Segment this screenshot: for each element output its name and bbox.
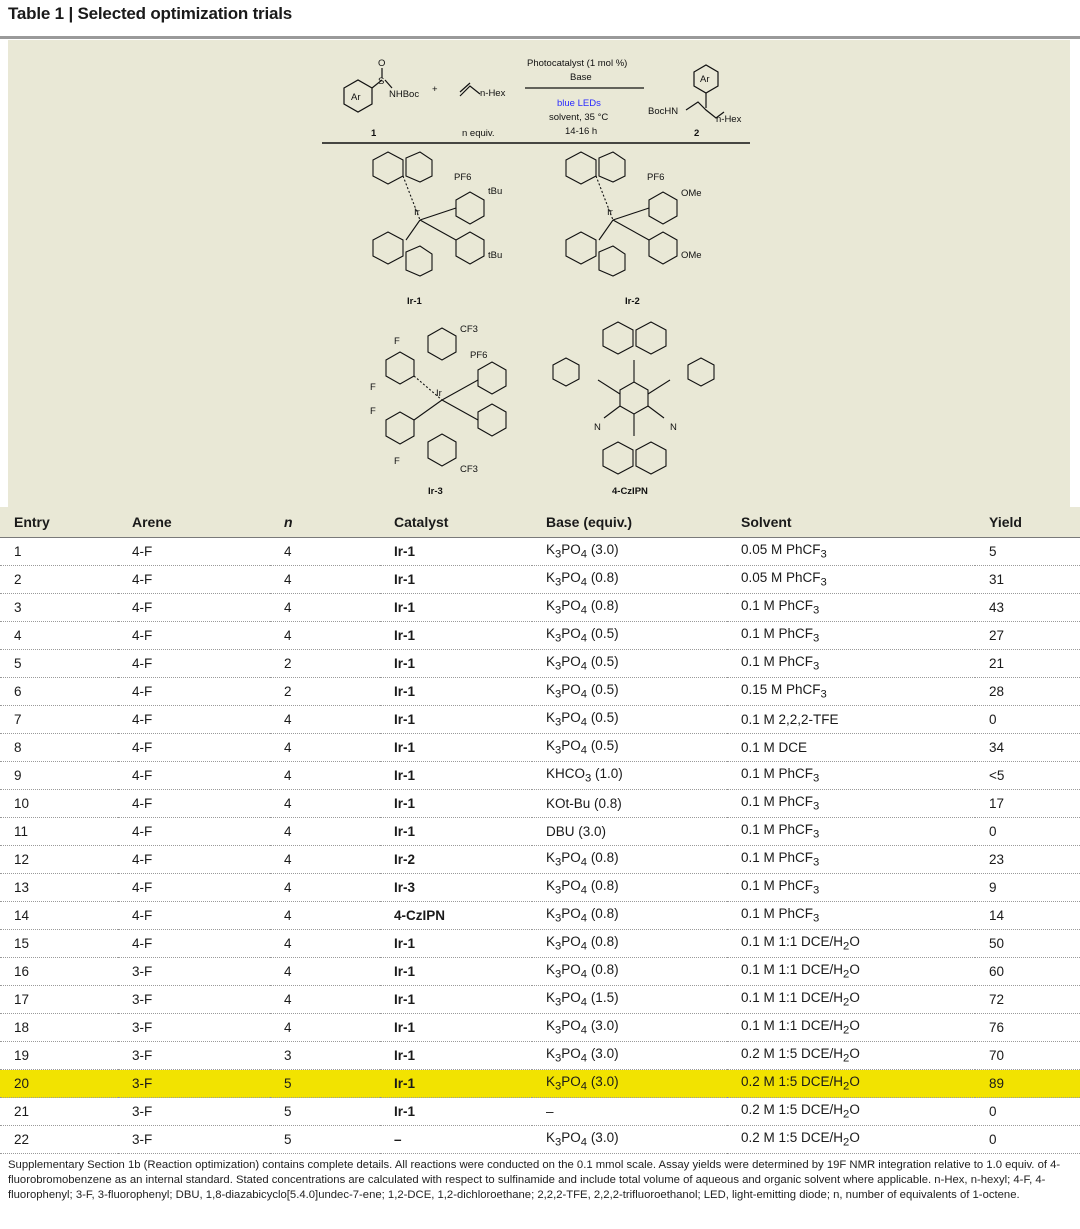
table-row	[0, 902, 1080, 930]
product-nhex-label: n-Hex	[716, 114, 742, 125]
cell-n: 4	[270, 538, 380, 566]
cell-yield: 72	[975, 986, 1080, 1014]
scheme-drawing	[8, 40, 1070, 507]
cell-solvent: 0.2 M 1:5 DCE/$H_2O$	[727, 1098, 975, 1126]
cell-arene: 4-F	[118, 650, 270, 678]
cell-entry: 7	[0, 706, 118, 734]
cell-base: $K_3PO_4$ (0.5)	[532, 678, 727, 706]
cell-arene: 4-F	[118, 790, 270, 818]
bochn-label: BocHN	[648, 106, 679, 117]
header-yield: Yield	[975, 507, 1080, 538]
catalyst-label-4czipn: 4-CzIPN	[612, 486, 648, 497]
cell-yield: 43	[975, 594, 1080, 622]
cell-entry: 16	[0, 958, 118, 986]
cell-solvent: 0.1 M PhCF$_3$	[727, 902, 975, 930]
cell-cat: Ir-1	[380, 930, 532, 958]
cell-cat: Ir-1	[380, 706, 532, 734]
cell-entry: 17	[0, 986, 118, 1014]
cell-base: KOt-Bu (0.8)	[532, 790, 727, 818]
cell-n: 4	[270, 986, 380, 1014]
cell-arene: 4-F	[118, 678, 270, 706]
czipn-cn-right-label: N	[670, 422, 677, 433]
cell-yield: 23	[975, 846, 1080, 874]
cell-solvent: 0.1 M PhCF$_3$	[727, 846, 975, 874]
table-header-row	[0, 507, 1080, 538]
cell-arene: 3-F	[118, 1070, 270, 1098]
cell-cat: Ir-1	[380, 1070, 532, 1098]
cell-n: 3	[270, 1042, 380, 1070]
substrate-number: 1	[371, 128, 377, 139]
table-row	[0, 566, 1080, 594]
ir3-f-2-label: F	[370, 382, 376, 393]
cell-entry: 5	[0, 650, 118, 678]
cell-arene: 4-F	[118, 706, 270, 734]
ir2-ome-bottom-label: OMe	[681, 250, 702, 261]
ir3-metal-label: Ir	[436, 388, 442, 399]
cell-yield: 0	[975, 1098, 1080, 1126]
header-arene: Arene	[118, 507, 270, 538]
cell-entry: 4	[0, 622, 118, 650]
cell-entry: 8	[0, 734, 118, 762]
table-row	[0, 846, 1080, 874]
cell-solvent: 0.1 M PhCF$_3$	[727, 650, 975, 678]
cell-cat: Ir-1	[380, 1042, 532, 1070]
cell-yield: 0	[975, 1126, 1080, 1154]
cell-solvent: 0.2 M 1:5 DCE/$H_2O$	[727, 1042, 975, 1070]
alkene-equiv-label: n equiv.	[462, 128, 495, 139]
table-title: Table 1 | Selected optimization trials	[8, 4, 293, 23]
cell-entry: 13	[0, 874, 118, 902]
cell-n: 4	[270, 566, 380, 594]
cell-entry: 14	[0, 902, 118, 930]
cell-entry: 9	[0, 762, 118, 790]
cell-cat: Ir-1	[380, 818, 532, 846]
cell-solvent: 0.05 M PhCF$_3$	[727, 538, 975, 566]
table-row	[0, 986, 1080, 1014]
cell-arene: 4-F	[118, 622, 270, 650]
cell-yield: 27	[975, 622, 1080, 650]
cell-yield: 89	[975, 1070, 1080, 1098]
cell-cat: Ir-1	[380, 594, 532, 622]
table-footnote: Supplementary Section 1b (Reaction optimization) contains complete details. All reactions were conducted on the 0.1 mmol scale. Assay yields were determined by 19F NMR integration relative to 1.0 equiv. of 4-fluorobromobenzene as an internal standard. Stated concentrations are calculated with respect to sulfinamide and include total volume of aqueous and organic solvent where applicable. n-Hex, n-hexyl; 4-F, 4-fluorophenyl; 3-F, 3-fluorophenyl; DBU, 1,8-diazabicyclo[5.4.0]undec-7-ene; 1,2-DCE, 1,2-dichloroethane; 2,2,2-TFE, 2,2,2-trifluoroethanol; LED, light-emitting diode; n, number of equivalents of 1-octene.	[8, 1159, 1061, 1202]
table-row	[0, 594, 1080, 622]
cell-base: $K_3PO_4$ (0.8)	[532, 902, 727, 930]
cell-n: 5	[270, 1098, 380, 1126]
cell-yield: 50	[975, 930, 1080, 958]
table-row	[0, 958, 1080, 986]
header-entry: Entry	[0, 507, 118, 538]
header-solvent: Solvent	[727, 507, 975, 538]
cell-cat: Ir-2	[380, 846, 532, 874]
cell-base: –	[532, 1098, 727, 1126]
cell-solvent: 0.1 M 1:1 DCE/$H_2O$	[727, 930, 975, 958]
cell-base: $K_3PO_4$ (0.8)	[532, 566, 727, 594]
reaction-scheme	[8, 40, 1070, 507]
cell-solvent: 0.2 M 1:5 DCE/$H_2O$	[727, 1070, 975, 1098]
cell-yield: 0	[975, 706, 1080, 734]
sulfur-label: S	[378, 76, 385, 87]
cell-cat: 4-CzIPN	[380, 902, 532, 930]
header-base: Base (equiv.)	[532, 507, 727, 538]
cell-arene: 4-F	[118, 818, 270, 846]
ir3-f-1-label: F	[394, 336, 400, 347]
cell-n: 4	[270, 902, 380, 930]
cell-entry: 22	[0, 1126, 118, 1154]
cell-yield: 14	[975, 902, 1080, 930]
table-row	[0, 734, 1080, 762]
cell-base: $K_3PO_4$ (3.0)	[532, 1014, 727, 1042]
cell-n: 4	[270, 818, 380, 846]
table-row	[0, 1126, 1080, 1154]
cell-base: $K_3PO_4$ (3.0)	[532, 538, 727, 566]
ir1-metal-label: Ir	[414, 207, 420, 218]
oxygen-label: O	[378, 58, 386, 69]
cell-solvent: 0.15 M PhCF$_3$	[727, 678, 975, 706]
cell-arene: 4-F	[118, 734, 270, 762]
cell-entry: 18	[0, 1014, 118, 1042]
table-row	[0, 706, 1080, 734]
cell-solvent: 0.1 M PhCF$_3$	[727, 622, 975, 650]
header-n: n	[270, 507, 380, 538]
cell-arene: 3-F	[118, 1014, 270, 1042]
cell-yield: 76	[975, 1014, 1080, 1042]
ir1-tbu-top-label: tBu	[488, 186, 503, 197]
cell-solvent: 0.05 M PhCF$_3$	[727, 566, 975, 594]
cell-entry: 11	[0, 818, 118, 846]
cell-cat: Ir-1	[380, 762, 532, 790]
title-rule	[0, 36, 1080, 39]
cell-cat: Ir-1	[380, 790, 532, 818]
cell-yield: 0	[975, 818, 1080, 846]
table-row	[0, 678, 1080, 706]
cell-entry: 2	[0, 566, 118, 594]
table-row	[0, 818, 1080, 846]
ir3-pf6-label: PF6	[470, 350, 488, 361]
ir2-metal-label: Ir	[607, 207, 613, 218]
cell-cat: Ir-1	[380, 1098, 532, 1126]
table-row	[0, 790, 1080, 818]
cell-solvent: 0.1 M DCE	[727, 734, 975, 762]
cell-cat: Ir-1	[380, 734, 532, 762]
cell-yield: 9	[975, 874, 1080, 902]
cell-arene: 3-F	[118, 958, 270, 986]
cell-solvent: 0.1 M 1:1 DCE/$H_2O$	[727, 958, 975, 986]
catalyst-structures	[373, 152, 714, 474]
cell-arene: 4-F	[118, 930, 270, 958]
cell-arene: 3-F	[118, 1126, 270, 1154]
cell-base: $K_3PO_4$ (0.8)	[532, 874, 727, 902]
cell-n: 4	[270, 958, 380, 986]
cell-entry: 20	[0, 1070, 118, 1098]
cell-yield: 5	[975, 538, 1080, 566]
cell-solvent: 0.1 M 2,2,2-TFE	[727, 706, 975, 734]
cell-cat: Ir-1	[380, 622, 532, 650]
scheme-solvent-text: solvent, 35 °C	[549, 112, 609, 123]
cell-entry: 21	[0, 1098, 118, 1126]
cell-yield: 34	[975, 734, 1080, 762]
cell-n: 4	[270, 846, 380, 874]
cell-cat: Ir-1	[380, 650, 532, 678]
scheme-light-text: blue LEDs	[557, 98, 601, 109]
cell-base: $K_3PO_4$ (0.5)	[532, 622, 727, 650]
cell-yield: 28	[975, 678, 1080, 706]
cell-solvent: 0.1 M 1:1 DCE/$H_2O$	[727, 1014, 975, 1042]
ir2-pf6-label: PF6	[647, 172, 665, 183]
cell-base: $K_3PO_4$ (0.8)	[532, 594, 727, 622]
cell-arene: 4-F	[118, 762, 270, 790]
cell-base: $K_3PO_4$ (0.8)	[532, 958, 727, 986]
cell-entry: 6	[0, 678, 118, 706]
cell-solvent: 0.1 M PhCF$_3$	[727, 818, 975, 846]
cell-cat: Ir-1	[380, 538, 532, 566]
cell-n: 5	[270, 1126, 380, 1154]
ir3-f-4-label: F	[394, 456, 400, 467]
cell-n: 2	[270, 650, 380, 678]
optimization-table	[0, 507, 1080, 1154]
cell-yield: 21	[975, 650, 1080, 678]
cell-yield: 31	[975, 566, 1080, 594]
cell-base: $K_3PO_4$ (3.0)	[532, 1042, 727, 1070]
table-row	[0, 930, 1080, 958]
cell-n: 5	[270, 1070, 380, 1098]
cell-base: $K_3PO_4$ (3.0)	[532, 1126, 727, 1154]
cell-entry: 1	[0, 538, 118, 566]
ir1-pf6-label: PF6	[454, 172, 472, 183]
cell-entry: 19	[0, 1042, 118, 1070]
cell-arene: 4-F	[118, 566, 270, 594]
cell-n: 4	[270, 622, 380, 650]
cell-yield: <5	[975, 762, 1080, 790]
ir3-f-3-label: F	[370, 406, 376, 417]
cell-n: 4	[270, 874, 380, 902]
alkene-nhex-label: n-Hex	[480, 88, 506, 99]
cell-base: $K_3PO_4$ (3.0)	[532, 1070, 727, 1098]
plus-sign: +	[432, 84, 438, 95]
cell-entry: 12	[0, 846, 118, 874]
cell-n: 4	[270, 930, 380, 958]
cell-yield: 17	[975, 790, 1080, 818]
substrate-ar-label: Ar	[351, 92, 361, 103]
cell-base: $K_3PO_4$ (0.8)	[532, 930, 727, 958]
cell-entry: 15	[0, 930, 118, 958]
cell-cat: Ir-1	[380, 958, 532, 986]
cell-yield: 70	[975, 1042, 1080, 1070]
table-row	[0, 1070, 1080, 1098]
cell-arene: 4-F	[118, 594, 270, 622]
ir2-ome-top-label: OMe	[681, 188, 702, 199]
table-row	[0, 1042, 1080, 1070]
cell-base: $K_3PO_4$ (0.5)	[532, 650, 727, 678]
table-row	[0, 538, 1080, 566]
cell-solvent: 0.1 M PhCF$_3$	[727, 594, 975, 622]
cell-arene: 4-F	[118, 538, 270, 566]
czipn-cn-left-label: N	[594, 422, 601, 433]
cell-entry: 3	[0, 594, 118, 622]
table-row	[0, 874, 1080, 902]
cell-n: 4	[270, 790, 380, 818]
cell-n: 4	[270, 1014, 380, 1042]
product-number: 2	[694, 128, 700, 139]
cell-solvent: 0.1 M PhCF$_3$	[727, 874, 975, 902]
cell-base: $K_3PO_4$ (1.5)	[532, 986, 727, 1014]
table-row	[0, 650, 1080, 678]
scheme-photocatalyst-text: Photocatalyst (1 mol %)	[527, 58, 628, 69]
table-row	[0, 622, 1080, 650]
cell-arene: 3-F	[118, 1098, 270, 1126]
table-body	[0, 538, 1080, 1154]
cell-arene: 3-F	[118, 986, 270, 1014]
cell-cat: Ir-1	[380, 1014, 532, 1042]
ir3-cf3-top-label: CF3	[460, 324, 478, 335]
cell-arene: 3-F	[118, 1042, 270, 1070]
cell-arene: 4-F	[118, 874, 270, 902]
header-catalyst: Catalyst	[380, 507, 532, 538]
cell-yield: 60	[975, 958, 1080, 986]
cell-solvent: 0.1 M PhCF$_3$	[727, 762, 975, 790]
nhboc-label: NHBoc	[389, 89, 420, 100]
cell-cat: –	[380, 1126, 532, 1154]
cell-n: 2	[270, 678, 380, 706]
cell-solvent: 0.1 M 1:1 DCE/$H_2O$	[727, 986, 975, 1014]
scheme-base-text: Base	[570, 72, 592, 83]
table-row	[0, 762, 1080, 790]
product-ar-label: Ar	[700, 74, 710, 85]
catalyst-label-ir3: Ir-3	[428, 486, 443, 497]
cell-arene: 4-F	[118, 902, 270, 930]
cell-n: 4	[270, 734, 380, 762]
cell-base: $K_3PO_4$ (0.5)	[532, 706, 727, 734]
cell-arene: 4-F	[118, 846, 270, 874]
cell-cat: Ir-1	[380, 566, 532, 594]
catalyst-label-ir1: Ir-1	[407, 296, 422, 307]
cell-base: $K_3PO_4$ (0.5)	[532, 734, 727, 762]
cell-base: $KHCO_3$ (1.0)	[532, 762, 727, 790]
cell-n: 4	[270, 706, 380, 734]
cell-solvent: 0.1 M PhCF$_3$	[727, 790, 975, 818]
table-row	[0, 1098, 1080, 1126]
cell-solvent: 0.2 M 1:5 DCE/$H_2O$	[727, 1126, 975, 1154]
ir1-tbu-bottom-label: tBu	[488, 250, 503, 261]
cell-base: $K_3PO_4$ (0.8)	[532, 846, 727, 874]
table-row	[0, 1014, 1080, 1042]
cell-cat: Ir-1	[380, 986, 532, 1014]
alkene-bonds	[460, 86, 480, 96]
cell-base: DBU (3.0)	[532, 818, 727, 846]
scheme-time-text: 14-16 h	[565, 126, 598, 137]
cell-cat: Ir-1	[380, 678, 532, 706]
ir3-cf3-bottom-label: CF3	[460, 464, 478, 475]
cell-entry: 10	[0, 790, 118, 818]
cell-n: 4	[270, 594, 380, 622]
cell-n: 4	[270, 762, 380, 790]
catalyst-label-ir2: Ir-2	[625, 296, 640, 307]
cell-cat: Ir-3	[380, 874, 532, 902]
